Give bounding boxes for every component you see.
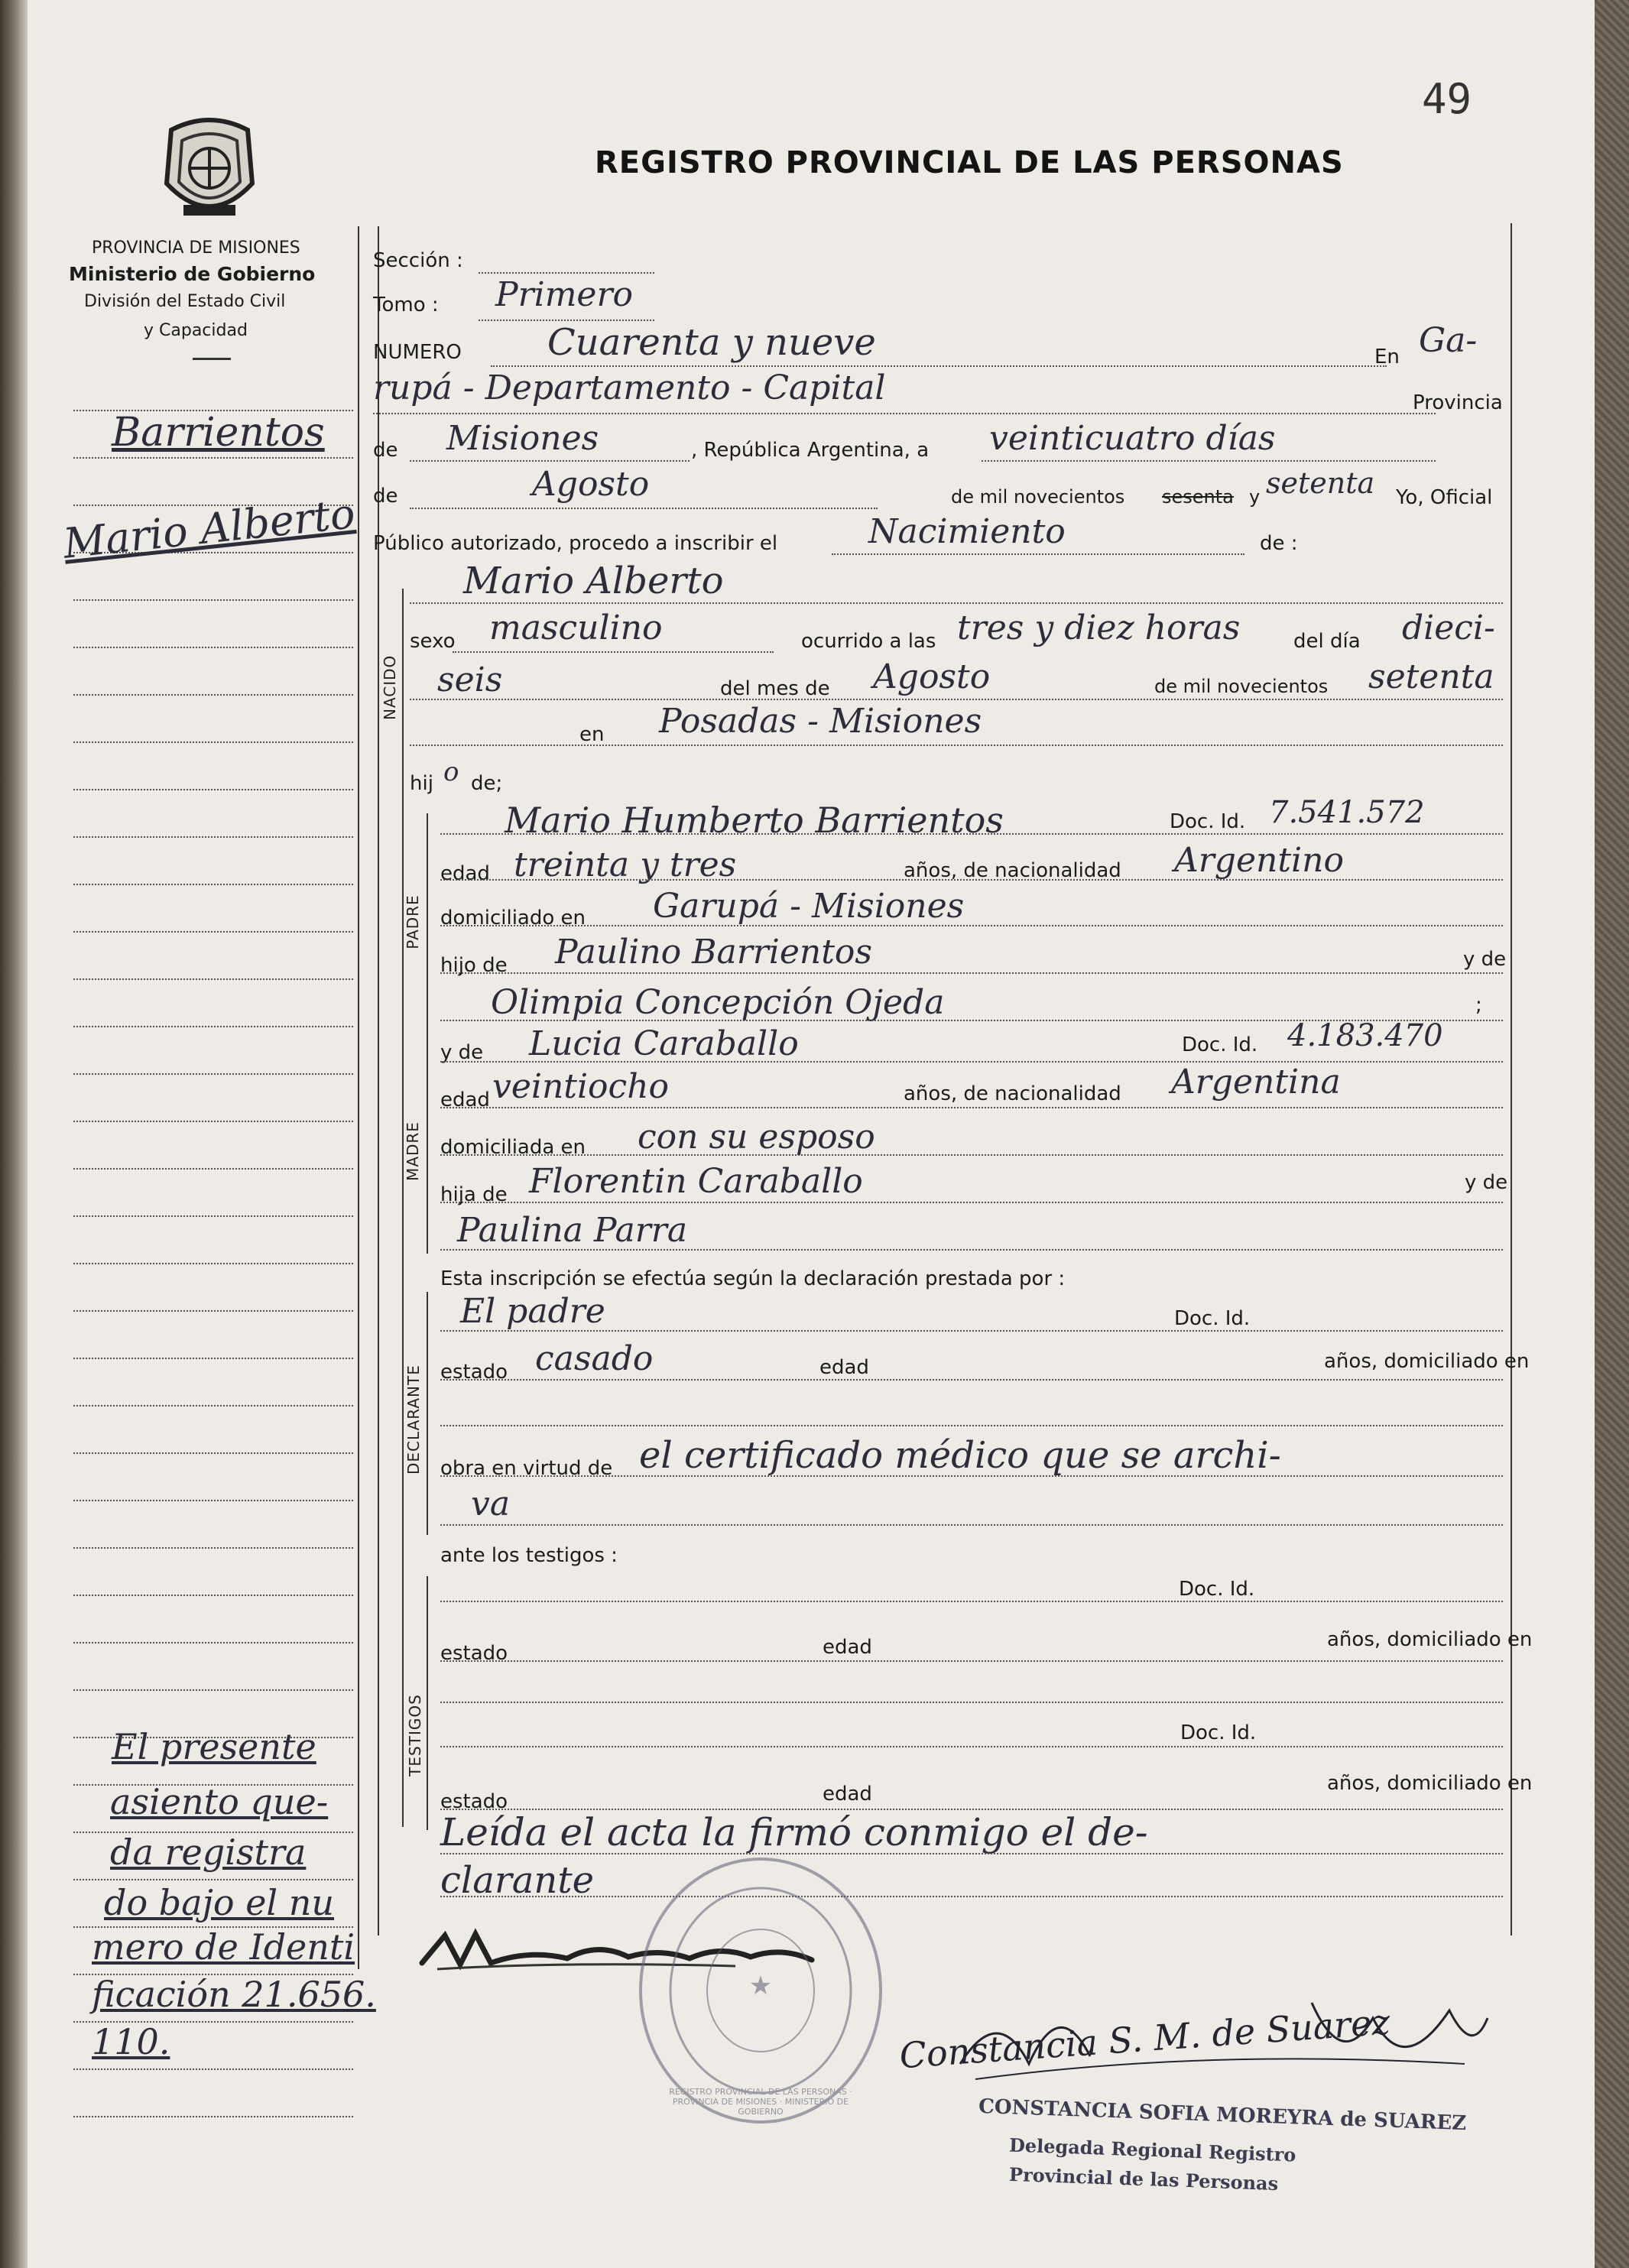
madre-dom-line [440,1154,1503,1156]
hora-value: tres y diez horas [957,608,1241,647]
testigos-frame-left [427,1576,428,1830]
register-page [28,0,1595,2268]
testigo1-doc-label: Doc. Id. [1179,1578,1255,1601]
lectura-line-2 [440,1896,1503,1897]
en-value-1: Ga- [1419,321,1478,360]
madre-frame-left [427,1043,428,1254]
margin-ruled-line [73,978,353,980]
madre-dom-value: con su esposo [638,1118,875,1157]
acto-de-label: de : [1260,532,1298,555]
madre-padre-value: Florentin Caraballo [529,1162,863,1201]
stamp-ring [642,1861,879,2120]
margin-column-rule [358,226,359,1969]
section-testigos-label: TESTIGOS [406,1694,424,1776]
margin-ruled-line [73,1879,353,1880]
provincial-seal-icon [156,115,263,229]
fecha-mes-line [410,508,878,509]
hijo-suffix-value: o [443,757,459,787]
lectura-line-1 [440,1853,1503,1854]
madre-nombre-value: Lucia Caraballo [529,1024,799,1063]
padre-edad-value: treinta y tres [514,845,737,884]
testigo1-edad-label: edad [823,1636,872,1659]
obra-line-1 [440,1475,1503,1477]
margin-ruled-line [73,1263,353,1264]
margin-ruled-line [73,1215,353,1217]
officer-signature-flourish [930,1972,1495,2102]
padre-padre-value: Paulino Barrientos [555,933,872,972]
mes-value: Agosto [873,657,991,696]
testigo2-doc-label: Doc. Id. [1180,1721,1257,1744]
padre-frame-left [427,813,428,1043]
sesenta-label: sesenta [1162,486,1234,508]
lugar-line [410,745,1503,746]
padre-dom-line [440,925,1503,926]
madre-madre-value: Paulina Parra [457,1211,688,1250]
declarante-edad-label: edad [819,1356,869,1379]
testigo1-estado-line [440,1660,1503,1662]
padre-doc-value: 7.541.572 [1269,795,1425,830]
madre-madre-line [440,1249,1503,1251]
declarante-doc-label: Doc. Id. [1174,1307,1251,1330]
inner-frame-left [402,589,404,1827]
official-round-stamp [639,1858,882,2124]
section-nacido-label: NACIDO [381,654,399,720]
padre-dom-label: domiciliado en [440,907,586,930]
declarante-value: El padre [460,1292,605,1331]
margin-ruled-line [73,1310,353,1312]
testigo2-edad-label: edad [823,1783,872,1806]
margin-surname: Barrientos [112,410,325,456]
esta-inscripcion-label: Esta inscripción se efectúa según la declaración prestada por : [440,1267,1066,1290]
margin-ruled-line [73,1500,353,1501]
testigo1-line [440,1601,1503,1602]
margin-ruled-line [73,836,353,838]
mil-novecientos-label: de mil novecientos [951,486,1125,508]
padre-nac-label: años, de nacionalidad [904,859,1121,882]
lugar-en-label: en [579,723,605,746]
acto-value: Nacimiento [868,512,1066,551]
testigo1-estado-label: estado [440,1642,508,1665]
lectura-value-2: clarante [440,1859,595,1902]
numero-label: NUMERO [373,341,462,364]
yo-oficial-label: Yo, Oficial [1396,486,1493,509]
madre-edad-line [440,1107,1503,1108]
padre-dom-value: Garupá - Misiones [653,887,965,926]
fecha-dia-value: veinticuatro días [989,419,1276,458]
padre-y-de-label: y de [1463,948,1507,971]
declarante-dom-line [440,1425,1503,1426]
margin-ruled-line [73,1121,353,1122]
nombre-value: Mario Alberto [463,560,724,602]
dia-value-2: seis [437,660,503,699]
madre-edad-value: veintiocho [492,1067,670,1106]
hij-label: hij [410,772,433,795]
margin-ruled-line [73,931,353,933]
provincia-line [410,460,690,462]
padre-doc-label: Doc. Id. [1170,810,1246,833]
testigo2-line [440,1746,1503,1747]
padre-madre-value: Olimpia Concepción Ojeda [491,983,945,1022]
margin-ruled-line [73,2116,353,2117]
testigo1-anos-label: años, domiciliado en [1327,1628,1533,1651]
declarante-estado-line [440,1379,1503,1381]
ocurrido-label: ocurrido a las [801,630,936,653]
ante-testigos-label: ante los testigos : [440,1544,618,1567]
obra-label: obra en virtud de [440,1457,613,1480]
madre-yde-label: y de [440,1041,484,1064]
testigo1-dom-line [440,1702,1503,1703]
margin-names: Mario Alberto [60,489,358,568]
margin-ruled-line [73,2068,353,2070]
margin-ruled-line [73,1405,353,1407]
seccion-label: Sección : [373,249,463,272]
officer-stamp-line-1: CONSTANCIA SOFIA MOREYRA de SUAREZ [978,2094,1467,2136]
obra-value-1: el certificado médico que se archi- [639,1434,1281,1477]
obra-value-2: va [471,1484,511,1523]
margin-ruled-line [73,1452,353,1454]
sexo-line [453,651,774,653]
margin-note-7: 110. [92,2021,170,2062]
tomo-value: Primero [495,275,633,314]
issuer-divider [193,358,231,360]
padre-nombre-value: Mario Humberto Barrientos [505,800,1004,841]
margin-ruled-line [73,884,353,885]
nombre-line [410,602,1503,604]
numero-line [491,365,1387,367]
margin-ruled-line [73,1026,353,1027]
page-title: REGISTRO PROVINCIAL DE LAS PERSONAS [595,145,1344,180]
de-mil-label: de mil novecientos [1154,676,1329,697]
margin-ruled-line [73,1358,353,1359]
margin-ruled-line [73,647,353,648]
madre-y-de-label: y de [1465,1171,1508,1194]
margin-ruled-line [73,789,353,790]
madre-hija-label: hija de [440,1183,508,1206]
section-declarante-label: DECLARANTE [404,1364,423,1475]
acto-line [832,553,1244,555]
margin-ruled-line [73,1073,353,1075]
padre-nombre-line [440,833,1503,835]
madre-nombre-line [440,1061,1503,1063]
testigo2-anos-label: años, domiciliado en [1327,1772,1533,1795]
officer-stamp-line-2: Delegada Regional Registro [1008,2133,1296,2166]
margin-note-5: mero de Identi [92,1926,355,1968]
en-label: En [1374,346,1400,368]
madre-nac-label: años, de nacionalidad [904,1082,1121,1105]
declarante-frame-left [427,1292,428,1535]
fecha-mes-value: Agosto [532,465,650,504]
provincia-label: Provincia [1413,391,1503,414]
margin-ruled-line [73,694,353,696]
officer-stamp-line-3: Provincial de las Personas [1008,2163,1279,2195]
section-padre-label: PADRE [404,894,422,949]
book-spine [0,0,28,2268]
section-madre-label: MADRE [404,1121,422,1181]
numero-value: Cuarenta y nueve [547,321,876,364]
seccion-line [479,272,654,274]
lugar-value: Posadas - Misiones [659,702,982,741]
issuer-line-2: Ministerio de Gobierno [69,263,316,285]
issuer-line-3: División del Estado Civil [84,292,286,311]
page-number: 49 [1422,75,1472,123]
sexo-label: sexo [410,630,456,653]
margin-ruled-line [73,741,353,743]
margin-ruled-line [73,1168,353,1170]
issuer-line-4: y Capacidad [144,321,248,340]
madre-dom-label: domiciliada en [440,1136,586,1159]
madre-doc-value: 4.183.470 [1287,1018,1443,1053]
tomo-label: Tomo : [373,294,439,316]
padre-nac-value: Argentino [1174,841,1344,880]
margin-note-2: asiento que- [110,1781,329,1822]
declarante-anos-label: años, domiciliado en [1324,1350,1530,1373]
margin-note-3: da registra [110,1832,307,1873]
provincia-value: Misiones [446,419,599,458]
padre-hijo-label: hijo de [440,954,508,977]
stamp-text: REGISTRO PROVINCIAL DE LAS PERSONAS · PROVINCIA DE MISIONES · MINISTERIO DE GOBIERNO [669,2087,852,2117]
padre-hijo-line [440,972,1503,974]
margin-ruled-line [73,1689,353,1691]
anio-value: setenta [1266,466,1375,500]
y-label: y [1249,486,1261,508]
padre-edad-label: edad [440,862,490,885]
svg-text:★: ★ [748,1971,773,2001]
declarante-estado-label: estado [440,1361,508,1384]
fecha-dia-line [982,460,1436,462]
officer-signature: Constancia S. M. de Suarez [897,2000,1392,2077]
madre-nac-value: Argentina [1171,1063,1341,1102]
margin-ruled-line [73,1595,353,1596]
declarante-estado-value: casado [535,1339,654,1378]
dia-value-1: dieci- [1402,608,1495,647]
obra-line-2 [440,1524,1503,1526]
book-cover-edge [1595,0,1629,2268]
main-frame-left [378,226,379,1935]
republica-label: , República Argentina, a [691,439,930,462]
publico-label: Público autorizado, procedo a inscribir el [373,532,778,555]
del-mes-label: del mes de [720,677,830,700]
fecha-mes-de-label: de [373,485,398,508]
padre-semicolon: ; [1475,994,1482,1017]
madre-doc-label: Doc. Id. [1182,1033,1258,1056]
madre-edad-label: edad [440,1089,490,1111]
declarante-line [440,1330,1503,1332]
margin-ruled-line [73,599,353,601]
en-line-2 [373,413,1436,414]
sexo-value: masculino [489,608,663,647]
padre-edad-line [440,879,1503,881]
lectura-value-1: Leída el acta la firmó conmigo el de- [440,1810,1148,1854]
margin-ruled-line [73,1642,353,1643]
margin-note-4: do bajo el nu [104,1882,335,1923]
hij-de-label: de; [471,772,503,795]
del-dia-label: del día [1293,630,1361,653]
en-value-2: rupá - Departamento - Capital [373,368,886,407]
margin-ruled-line [73,1547,353,1549]
testigo2-estado-label: estado [440,1790,508,1813]
margin-note-1: El presente [112,1726,316,1767]
issuer-line-1: PROVINCIA DE MISIONES [92,238,300,258]
madre-hija-line [440,1202,1503,1203]
margin-ruled-line [73,457,353,459]
provincia-de-label: de [373,439,398,462]
main-frame-right [1511,223,1512,1935]
anio-nac-value: setenta [1368,657,1494,696]
fecha-nac-line [410,699,1503,700]
margin-note-6: ficación 21.656. [92,1974,376,2015]
